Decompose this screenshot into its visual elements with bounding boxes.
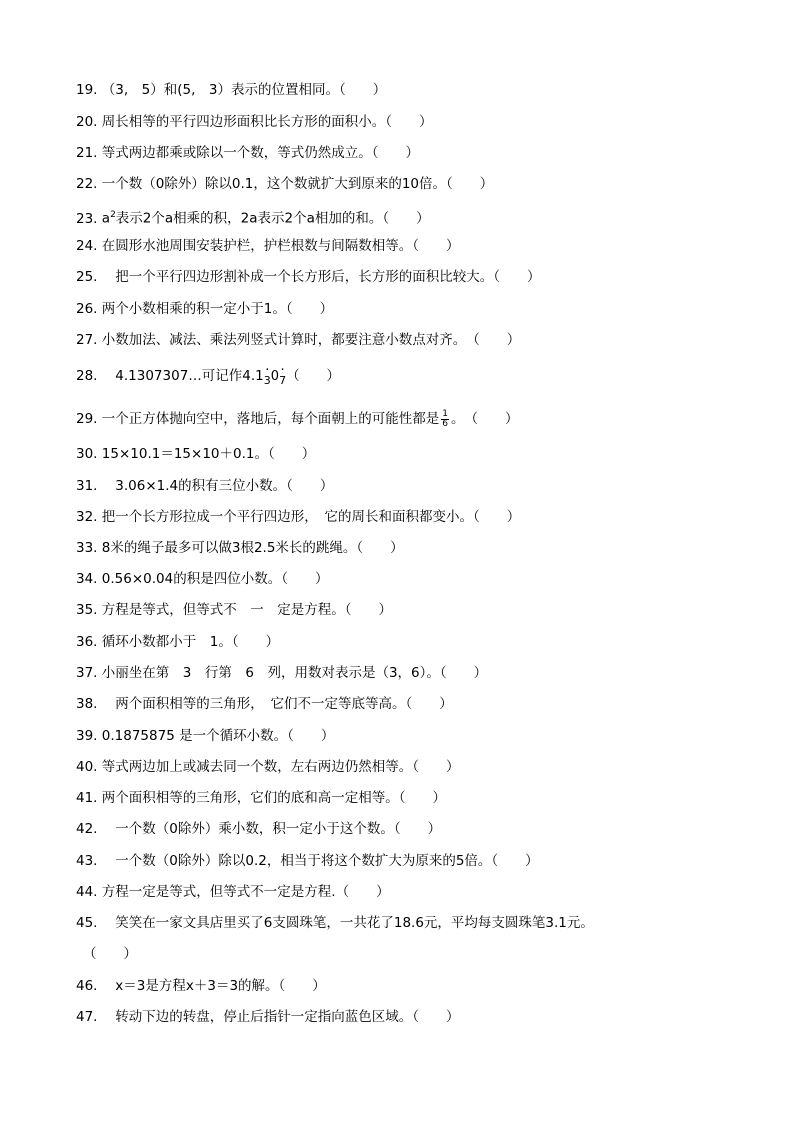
question-number: 26.: [76, 301, 98, 317]
question-27: [76, 330, 716, 350]
question-45-answer-bracket: （ ）: [83, 946, 137, 962]
question-text: 小丽坐在第 3 行第 6 列，用数对表示是（3，6）。（ ）: [101, 665, 488, 681]
question-number: 23.: [76, 210, 98, 227]
question-text: 方程一定是等式，但等式不一定是方程.（ ）: [101, 884, 390, 900]
question-number: 33.: [76, 540, 98, 556]
exponent: 2: [110, 210, 116, 220]
question-text: 15×10.1＝15×10＋0.1。（ ）: [101, 446, 316, 462]
question-text: 两个小数相乘的积一定小于1。（ ）: [101, 301, 334, 317]
question-41: [76, 788, 716, 808]
repeating-digit-middle: 0: [270, 369, 280, 384]
question-number: 42.: [76, 821, 98, 837]
question-23: [76, 205, 716, 229]
question-number: 22.: [76, 176, 98, 192]
question-text: 把一个长方形拉成一个平行四边形， 它的周长和面积都变小。（ ）: [101, 509, 521, 525]
question-44: [76, 882, 716, 902]
question-22: [76, 174, 716, 194]
question-number: 35.: [76, 602, 98, 618]
question-text: x＝3是方程x＋3＝3的解。（ ）: [101, 978, 326, 994]
question-46: [76, 976, 716, 996]
question-39: [76, 726, 716, 746]
question-text: 等式两边加上或减去同一个数，左右两边仍然相等。（ ）: [101, 759, 460, 775]
question-number: 34.: [76, 571, 98, 587]
question-30: [76, 444, 716, 464]
question-text: 方程是等式，但等式不 一 定是方程。（ ）: [101, 602, 393, 618]
question-number: 38.: [76, 696, 98, 712]
question-number: 36.: [76, 634, 98, 650]
question-text: 0.56×0.04的积是四位小数。（ ）: [101, 571, 329, 587]
repeating-digit-end: · 7: [279, 371, 286, 391]
question-37: [76, 663, 716, 683]
question-text: 3.06×1.4的积有三位小数。（ ）: [101, 478, 334, 494]
question-38: [76, 694, 716, 714]
question-text-a: 4.1307307…可记作: [101, 368, 243, 384]
question-number: 20.: [76, 114, 98, 130]
fraction-numerator: 1: [442, 408, 449, 419]
question-28: [76, 366, 716, 391]
question-19: [76, 80, 716, 100]
question-text: （3, 5）和(5, 3）表示的位置相同。（ ）: [101, 82, 387, 98]
question-25: [76, 267, 716, 287]
question-34: [76, 569, 716, 589]
question-text-a: 一个正方体抛向空中，落地后，每个面朝上的可能性都是: [101, 411, 440, 427]
question-47: [76, 1007, 716, 1027]
question-number: 24.: [76, 238, 98, 254]
question-number: 19.: [76, 82, 98, 98]
question-number: 28.: [76, 368, 98, 384]
question-26: [76, 299, 716, 319]
question-32: [76, 507, 716, 527]
question-text: 周长相等的平行四边形面积比长方形的面积小。（ ）: [101, 114, 433, 130]
question-text: 8米的绳子最多可以做3根2.5米长的跳绳。（ ）: [101, 540, 404, 556]
question-text: 两个面积相等的三角形，它们的底和高一定相等。（ ）: [101, 790, 447, 806]
question-text-b: 。 （ ）: [451, 411, 519, 427]
question-number: 27.: [76, 332, 98, 348]
repeating-decimal: [242, 368, 287, 387]
question-text: 把一个平行四边形割补成一个长方形后，长方形的面积比较大。（ ）: [101, 269, 541, 285]
question-40: [76, 757, 716, 777]
repeating-decimal-prefix: 4.1: [242, 368, 264, 384]
question-text-b: 表示2个a相乘的积，2a表示2个a相加的和。（ ）: [115, 210, 430, 227]
question-36: [76, 632, 716, 652]
question-text: 转动下边的转盘，停止后指针一定指向蓝色区域。（ ）: [101, 1009, 460, 1025]
question-number: 21.: [76, 145, 98, 161]
question-text-a: a: [101, 210, 111, 227]
question-text: 一个数（0除外）除以0.2，相当于将这个数扩大为原来的5倍。（ ）: [101, 853, 539, 869]
fraction-denominator: 6: [442, 418, 449, 429]
question-number: 25.: [76, 269, 98, 285]
question-text: 循环小数都小于 1。（ ）: [101, 634, 280, 650]
fraction-one-sixth: [441, 410, 449, 429]
question-31: [76, 476, 716, 496]
question-number: 40.: [76, 759, 98, 775]
question-21: [76, 143, 716, 163]
question-42: [76, 819, 716, 839]
question-24: [76, 236, 716, 256]
question-number: 32.: [76, 509, 98, 525]
question-number: 44.: [76, 884, 98, 900]
question-text: 0.1875875 是一个循环小数。（ ）: [101, 728, 335, 744]
question-number: 39.: [76, 728, 98, 744]
repeating-digit-start: · 3: [264, 371, 271, 391]
question-29: [76, 409, 716, 429]
question-number: 46.: [76, 978, 98, 994]
question-text: 等式两边都乘或除以一个数，等式仍然成立。（ ）: [101, 145, 420, 161]
question-text: 一个数（0除外）除以0.1，这个数就扩大到原来的10倍。（ ）: [101, 176, 494, 192]
question-text: 笑笑在一家文具店里买了6支圆珠笔，一共花了18.6元，平均每支圆珠笔3.1元。: [101, 915, 594, 931]
question-text: 小数加法、减法、乘法列竖式计算时，都要注意小数点对齐。 （ ）: [101, 332, 521, 348]
question-45: [76, 913, 716, 933]
question-number: 41.: [76, 790, 98, 806]
question-number: 29.: [76, 411, 98, 427]
question-text: 一个数（0除外）乘小数，积一定小于这个数。（ ）: [101, 821, 442, 837]
question-number: 37.: [76, 665, 98, 681]
question-number: 47.: [76, 1009, 98, 1025]
question-43: [76, 851, 716, 871]
question-number: 45.: [76, 915, 98, 931]
question-20: [76, 112, 716, 132]
question-number: 30.: [76, 446, 98, 462]
question-33: [76, 538, 716, 558]
question-number: 31.: [76, 478, 98, 494]
question-number: 43.: [76, 853, 98, 869]
question-text-b: （ ）: [286, 368, 341, 384]
question-text: 在圆形水池周围安装护栏，护栏根数与间隔数相等。（ ）: [101, 238, 460, 254]
question-text: 两个面积相等的三角形， 它们不一定等底等高。（ ）: [101, 696, 453, 712]
question-35: [76, 600, 716, 620]
